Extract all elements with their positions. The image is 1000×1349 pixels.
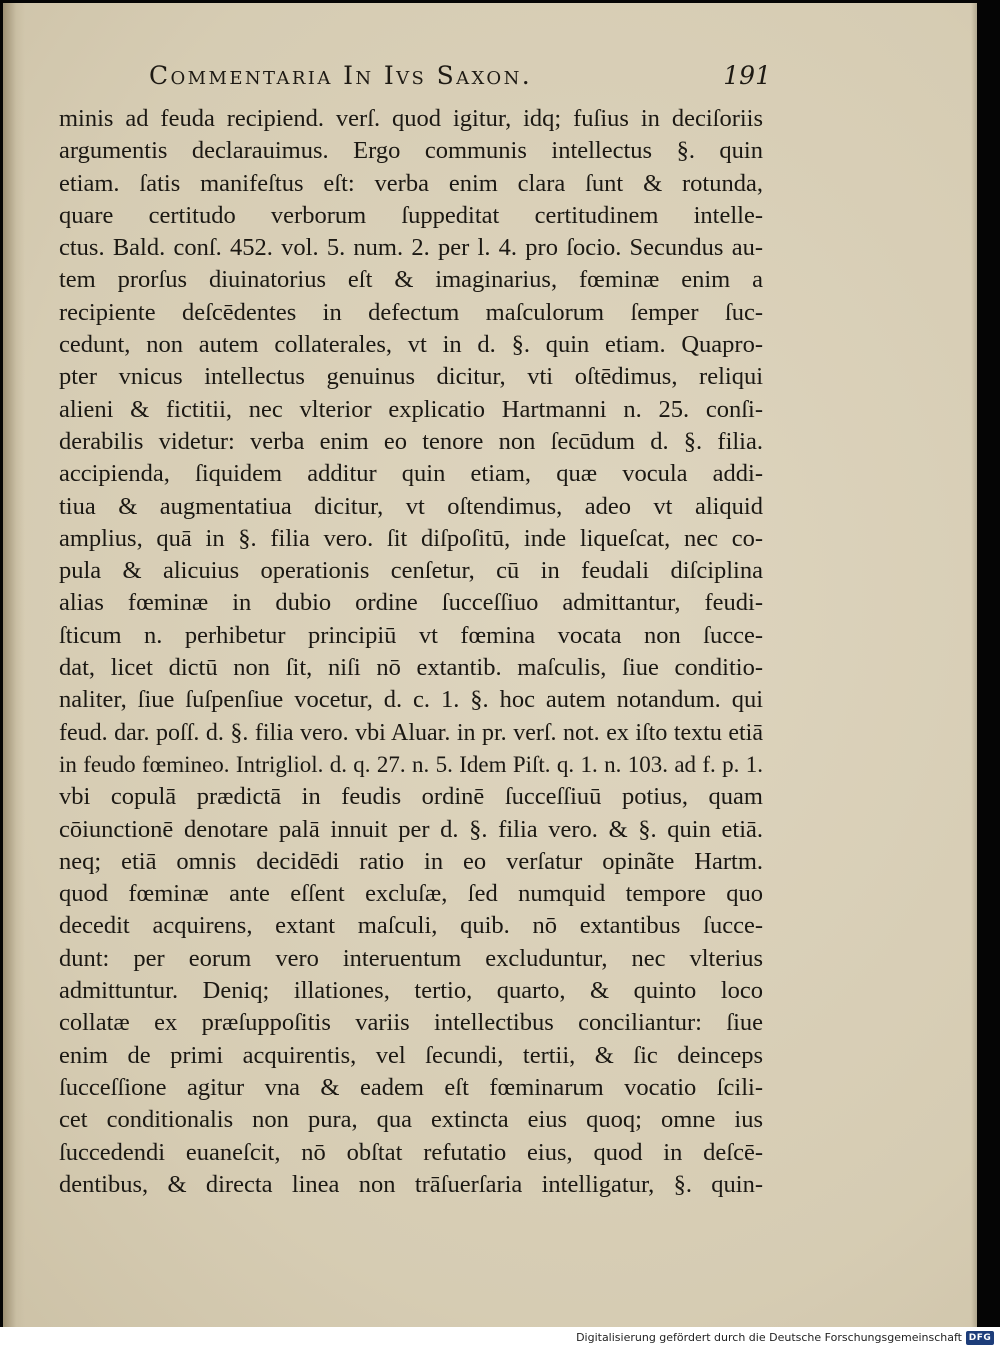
- text-line: admittuntur. Deniq; illationes, tertio, quarto, & quinto loco: [59, 977, 763, 1005]
- text-line: dunt: per eorum vero interuentum excluduntur, nec vlterius: [59, 944, 763, 972]
- text-line: quare certitudo verborum ſuppeditat certitudinem intelle-: [59, 201, 763, 229]
- text-line: pter vnicus intellectus genuinus dicitur, vti oſtēdimus, reliqui: [59, 363, 763, 391]
- text-line: dat, licet dictū non ſit, niſi nō extantib. maſculis, ſiue conditio-: [59, 654, 763, 682]
- text-line: recipiente deſcēdentes in defectum maſculorum ſemper ſuc-: [59, 298, 763, 326]
- text-line: neq; etiā omnis decidēdi ratio in eo verſatur opinãte Hartm.: [59, 847, 763, 875]
- page-header: [145, 61, 785, 95]
- folio-number: 191: [723, 61, 771, 90]
- text-line: tiua & augmentatiua dicitur, vt oſtendimus, adeo vt aliquid: [59, 492, 763, 520]
- text-line: ſticum n. perhibetur principiū vt fœmina vocata non ſucce-: [59, 621, 763, 649]
- page-gutter-shadow: [3, 3, 25, 1327]
- text-line: argumentis declarauimus. Ergo communis intellectus §. quin: [59, 137, 763, 165]
- text-line: alias fœminæ in dubio ordine ſucceſſiuo admittantur, feudi-: [59, 589, 763, 617]
- digitization-footer: [0, 1327, 1000, 1349]
- text-line: dentibus, & directa linea non trāſuerſaria intelligatur, §. quin-: [59, 1170, 763, 1198]
- text-line: collatæ ex præſuppoſitis variis intellectibus conciliantur: ſiue: [59, 1009, 763, 1037]
- text-line: pula & alicuius operationis cenſetur, cū in feudali diſciplina: [59, 557, 763, 585]
- text-line: enim de primi acquirentis, vel ſecundi, tertii, & ſic deinceps: [59, 1041, 763, 1069]
- text-line: feud. dar. poſſ. d. §. filia vero. vbi Aluar. in pr. verſ. not. ex iſto textu etiā: [59, 719, 763, 746]
- text-line: etiam. ſatis manifeſtus eſt: verba enim clara ſunt & rotunda,: [59, 169, 763, 197]
- text-line: cedunt, non autem collaterales, vt in d. §. quin etiam. Quapro-: [59, 331, 763, 359]
- text-line: ctus. Bald. conſ. 452. vol. 5. num. 2. per l. 4. pro ſocio. Secundus au-: [59, 234, 763, 262]
- running-head: Commentaria In Ivs Saxon.: [149, 61, 533, 90]
- book-page: [3, 3, 977, 1327]
- body-text: [59, 103, 763, 1201]
- text-line: ſuccedendi euaneſcit, nō obſtat refutatio eius, quod in deſcē-: [59, 1138, 763, 1166]
- text-line: quod fœminæ ante eſſent excluſæ, ſed numquid tempore quo: [59, 880, 763, 908]
- text-line: in feudo fœmineo. Intrigliol. d. q. 27. n. 5. Idem Piſt. q. 1. n. 103. ad f. p. 1.: [59, 751, 763, 777]
- text-line: minis ad feuda recipiend. verſ. quod igitur, idq; fuſius in deciſoriis: [59, 105, 763, 132]
- text-line: alieni & fictitii, nec vlterior explicatio Hartmanni n. 25. conſi-: [59, 395, 763, 423]
- text-line: naliter, ſiue ſuſpenſiue vocetur, d. c. 1. §. hoc autem notandum. qui: [59, 686, 763, 714]
- dfg-logo: DFG: [966, 1331, 994, 1345]
- text-line: decedit acquirens, extant maſculi, quib. nō extantibus ſucce-: [59, 912, 763, 940]
- text-line: tem prorſus diuinatorius eſt & imaginarius, fœminæ enim a: [59, 266, 763, 294]
- text-line: amplius, quā in §. filia vero. ſit diſpoſitū, inde liqueſcat, nec co-: [59, 524, 763, 552]
- text-line: accipienda, ſiquidem additur quin etiam, quæ vocula addi-: [59, 460, 763, 488]
- text-line: vbi copulā prædictā in feudis ordinē ſucceſſiuū potius, quam: [59, 783, 763, 811]
- funding-credit: Digitalisierung gefördert durch die Deutsche Forschungsgemeinschaft: [576, 1331, 962, 1344]
- page-edge-shadow: [971, 3, 977, 1327]
- text-line: cōiunctionē denotare palā innuit per d. §. filia vero. & §. quin etiā.: [59, 815, 763, 843]
- text-line: derabilis videtur: verba enim eo tenore non ſecūdum d. §. filia.: [59, 427, 763, 455]
- text-line: cet conditionalis non pura, qua extincta eius quoq; omne ius: [59, 1106, 763, 1134]
- text-line: ſucceſſione agitur vna & eadem eſt fœminarum vocatio ſcili-: [59, 1073, 763, 1101]
